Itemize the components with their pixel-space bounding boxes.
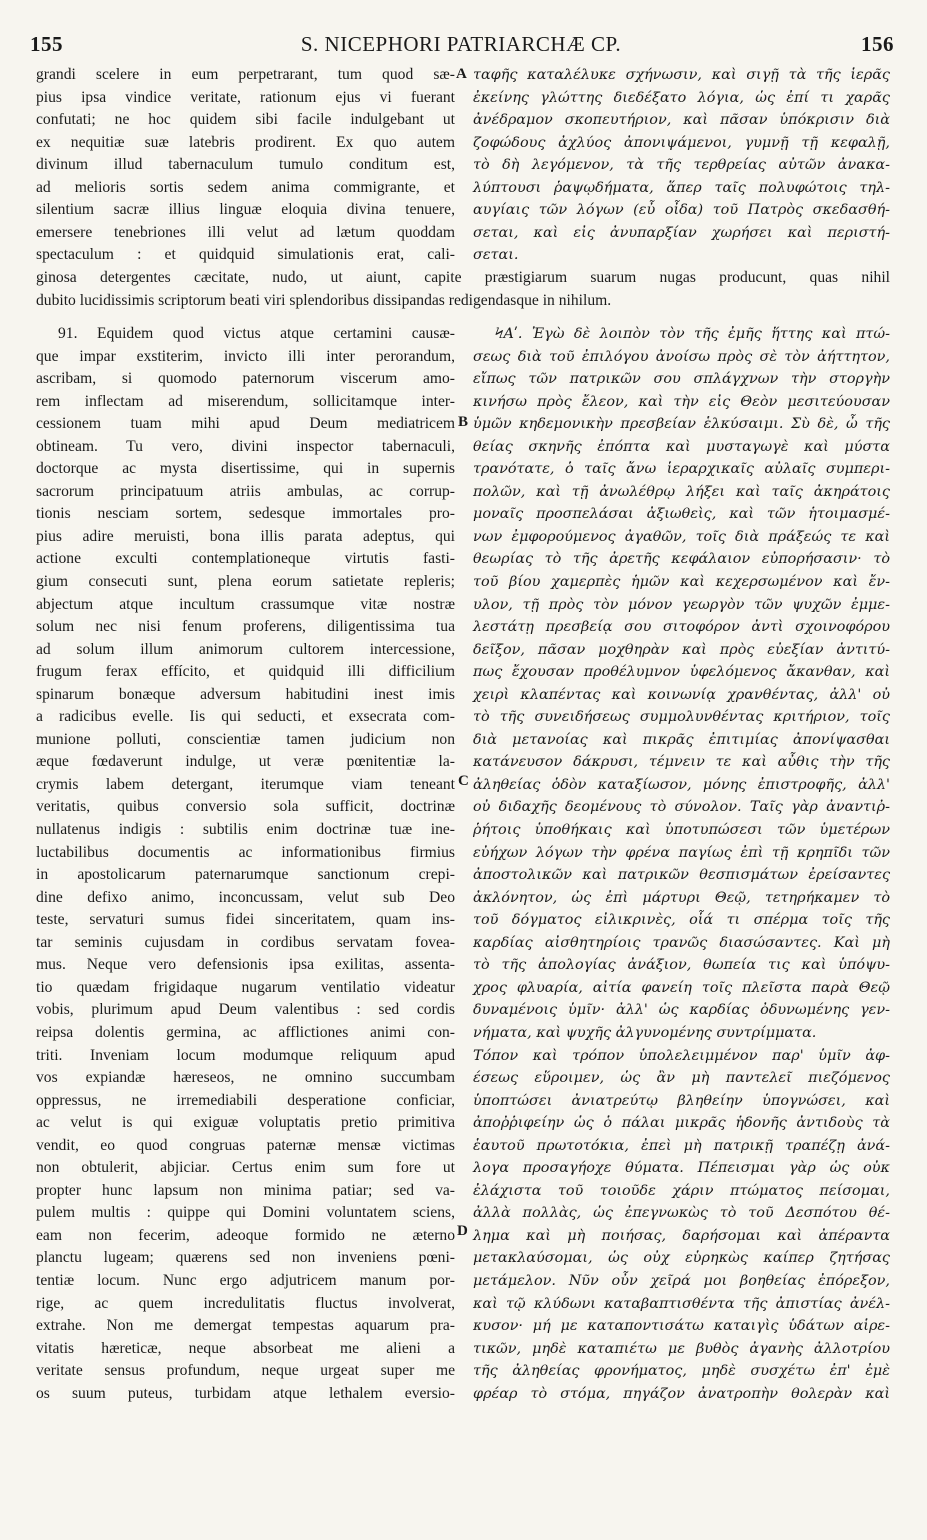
text-line: eam non fecerim, adeoque formido ne æterno bbox=[36, 1226, 455, 1244]
text-line: υλον, τῇ πρὸς τὸν μόνον γεωργὸν τῶν ψυχῶν ἐμμε- bbox=[473, 596, 890, 613]
text-line: ἀποῤῥιφείην ὡς ὁ πάλαι μικρᾶς ἡδονῆς ἀντιδοὺς τὰ bbox=[473, 1115, 890, 1132]
text-line: a radicibus evelle. Iis qui seducti, et exsecrata com- bbox=[36, 708, 455, 726]
text-line: ac velut is qui exiguæ voluptatis pretio primitiva bbox=[36, 1114, 455, 1132]
text-line: χρος φλυαρία, αἰτία φανείη τοῖς πλεῖστα παρὰ Θεῷ bbox=[473, 979, 890, 996]
text-line: σεως διὰ τοῦ ἐπιλόγου ἀνοίσω πρὸς σὲ τὸν ἀήττητον, bbox=[473, 348, 890, 365]
text-line: ginosa detergentes cæcitate, nudo, ut aiunt, capite præstigiarum suarum nugas producunt, quas nihil bbox=[36, 269, 890, 286]
text-line: πολῶν, καὶ τῇ ἀνωλέθρῳ λήξει καὶ ταῖς ἀκηράτοις bbox=[473, 483, 890, 500]
text-line: χειρὶ κλαπέντας καὶ κοινωνίᾳ χρανθέντας, ἀλλ' οὐ bbox=[473, 686, 890, 703]
text-line: que impar exstiterim, invicto illi inter perorandum, bbox=[36, 347, 455, 365]
text-line: cessionem tuam mihi apud Deum mediatricem bbox=[36, 415, 455, 433]
text-line: vos expiandæ hæreseos, ne omnino succumbam bbox=[36, 1069, 455, 1087]
text-line: κινήσω πρὸς ἔλεον, καὶ τὴν εἰς Θεὸν μεσιτεύουσαν bbox=[473, 393, 890, 410]
text-line: κατάνευσον δάκρυσι, τέμνειν τε καὶ αὖθις τὴν τῆς bbox=[473, 754, 890, 771]
text-line: munione polluti, conscientiæ tamen judicium non bbox=[36, 730, 455, 748]
text-line: νων ἐμφορούμενος ἀγαθῶν, τοῖς διὰ πράξεώς τε καὶ bbox=[473, 528, 890, 545]
text-line: τὸ τῆς ἀπολογίας ἀνάξιον, θωπεία τις καὶ ὑπόψυ- bbox=[473, 957, 890, 974]
text-line: vitatis hæreticæ, neque absorbeat me alieni a bbox=[36, 1339, 455, 1357]
text-line: νήματα, καὶ ψυχῆς ἀλγυνομένης συντρίμματα. bbox=[473, 1024, 817, 1041]
text-line: confutati; ne hoc quidem sibi facile indulgebant ut bbox=[36, 111, 455, 129]
text-line: Τόπον καὶ τρόπον ὑπολελειμμένον παρ' ὑμῖν ἀφ- bbox=[473, 1047, 890, 1064]
text-line: non obtulerit, abjiciar. Certus enim sum fore ut bbox=[36, 1159, 455, 1177]
latin-column-top bbox=[36, 64, 455, 267]
running-header bbox=[28, 32, 894, 60]
text-line: μετακλαύσομαι, ὡς οὐχ εὑρηκὼς καίπερ ζητήσας bbox=[473, 1250, 890, 1267]
text-line: obtineam. Tu vero, divini inspector tabernaculi, bbox=[36, 437, 455, 455]
text-line: solum nec nisi fenum proferens, diligentissima tua bbox=[36, 618, 455, 636]
text-line: τοῦ βίου χαμερπὲς ἡμῶν καὶ κεχερσωμένον καὶ ἔν- bbox=[473, 574, 890, 591]
text-line: μοναῖς προσπελάσαι ἀξιωθεὶς, καὶ τῶν ἡτοιμασμέ- bbox=[473, 506, 890, 523]
text-line: λύπτουσι ῥαψῳδήματα, ἅπερ ταῖς πολυφώτοις τηλ- bbox=[473, 179, 890, 196]
text-line: σεται, καὶ εἰς ἀνυπαρξίαν χωρήσει καὶ περιστή- bbox=[473, 224, 890, 241]
text-line: propter hunc lapsum non minima patiar; sed va- bbox=[36, 1181, 455, 1199]
text-line: τῆς ἀληθείας φρονήματος, μηδὲ συσχέτω ἐπ' ἐμὲ bbox=[473, 1363, 890, 1380]
text-line: ἀποστολικῶν καὶ πατρικῶν θεσπισμάτων ἐρείσαντες bbox=[473, 867, 890, 884]
text-line: tentiæ locum. Nunc ergo adjutricem manum por- bbox=[36, 1271, 455, 1289]
text-line: æque fœdaverunt indulge, ut veræ pœnitentiæ la- bbox=[36, 753, 455, 771]
text-line: triti. Inveniam locum modumque reliquum apud bbox=[36, 1046, 455, 1064]
text-line: έσεως εὕροιμεν, ὡς ἂν μὴ παντελεῖ πιεζόμενος bbox=[473, 1070, 890, 1087]
text-line: ταφῆς καταλέλυκε σχήνωσιν, καὶ σιγῇ τὰ τῆς ἱερᾶς bbox=[473, 67, 890, 83]
text-line: τοῦ δόγματος εἰλικρινὲς, οἷά τι σπέρμα τοῖς τῆς bbox=[473, 912, 890, 929]
text-line: reipsa dolentis germina, ac afflictiones animi con- bbox=[36, 1023, 455, 1041]
text-line: τὸ δὴ λεγόμενον, τὰ τῆς τερθρείας αὐτῶν ἀνακα- bbox=[473, 157, 890, 174]
text-line: θείας σκηνῆς ἐπόπτα καὶ μυσταγωγὲ καὶ μύστα bbox=[473, 438, 890, 455]
left-column-number: 155 bbox=[30, 32, 63, 56]
text-line: crymis labem detergant, iterumque viam teneant bbox=[36, 775, 455, 793]
text-line: δεῖξον, πᾶσαν μοχθηρὰν καὶ πρὸς εὐεξίαν ἀντιτύ- bbox=[473, 641, 890, 658]
text-line: sacrorum principatuum atriis ambulas, ac corrup- bbox=[36, 482, 455, 500]
text-line: οὐ διδαχῆς δεομένους τὸ σύνολον. Ταῖς γὰρ ἀναντιῤ- bbox=[473, 799, 890, 816]
text-line: ad solum illum animorum cultorem intercessione, bbox=[36, 640, 455, 658]
latin-full-width-text bbox=[36, 267, 890, 312]
text-line: ἀκλόνητον, ὡς ἐπὶ μάρτυρι Θεῷ, τετηρήκαμεν τὸ bbox=[473, 889, 890, 906]
text-line: abjectum atque incultum crassumque vitæ nostræ bbox=[36, 595, 455, 613]
text-line: ῥήτοις ὑποθήκαις καὶ ὑποτυπώσεσι τῶν ὑμετέρων bbox=[473, 822, 890, 839]
text-line: ascribam, si quomodo paternorum viscerum amo- bbox=[36, 370, 455, 388]
text-line: pulem multis : quippe qui Domini voluntatem sciens, bbox=[36, 1204, 455, 1222]
text-line: tionis nesciam sortem, sedesque immortales pro- bbox=[36, 505, 455, 523]
text-line: τικῶν, μηδὲ καταπιέτω με βυθὸς ἀγανὴς ἀλλοτρίου bbox=[473, 1340, 890, 1357]
text-line: φρέαρ τὸ στόμα, πηγάζον ἀνατροπὴν θολερὰν καὶ bbox=[473, 1385, 890, 1402]
text-line: εἴπως τῶν πατρικῶν σου σπλάγχνων τὴν στοργὴν bbox=[473, 371, 890, 388]
text-line: ἐκείνης γλώττης διεδέξατο λόγια, ὡς ἐπί τι χαρᾶς bbox=[473, 89, 890, 106]
text-line: αυγίαις τῶν λόγων (εὖ οἶδα) τοῦ Πατρὸς σκεδασθή- bbox=[473, 202, 890, 219]
text-line: doctorque ac mysta disertissime, qui in supernis bbox=[36, 460, 455, 478]
text-line: planctu lugeam; quærens sed non inveniens pœni- bbox=[36, 1249, 455, 1267]
text-line: πως ἔχουσαν προθέλυμνον ὑφελόμενος ἄκανθαν, καὶ bbox=[473, 664, 890, 681]
text-line: καὶ τῷ κλύδωνι καταβαπτισθέντα τῆς ἀπιστίας ἀνέλ- bbox=[473, 1295, 890, 1312]
section-marker-c: C bbox=[458, 773, 469, 789]
text-line: grandi scelere in eum perpetrarant, tum quod sæ- bbox=[36, 66, 455, 83]
text-line: spinarum bonæque adversum habitudini inest imis bbox=[36, 685, 455, 703]
text-line: gium consecuti sunt, plena eorum satietate repleris; bbox=[36, 573, 455, 591]
running-title: S. NICEPHORI PATRIARCHÆ CP. bbox=[300, 32, 622, 56]
text-line: ἀλλὰ πολλὰς, ὡς ἐπεγνωκὼς τὸ τοῦ Δεσπότου θέ- bbox=[473, 1205, 890, 1222]
greek-column-top bbox=[473, 64, 890, 267]
text-line: ex nequitiæ suæ latebris prodirent. Ex quo autem bbox=[36, 133, 455, 151]
text-line: λογα προσαγήοχε θύματα. Πέπεισμαι γὰρ ὡς οὐκ bbox=[473, 1160, 890, 1177]
text-line: silentium sacræ illius linguæ eloquia divina tenuere, bbox=[36, 201, 455, 219]
text-line: ζοφώδους ἀχλύος ἀπονιψάμενοι, γυμνῇ τῇ κεφαλῇ, bbox=[473, 134, 890, 151]
text-line: dubito lucidissimis scriptorum beati viri splendoribus dissipandas redigendasque in nihilum. bbox=[36, 291, 612, 309]
text-line: τρανότατε, ὁ ταῖς ἄνω ἱεραρχικαῖς αὐλαῖς συμπερι- bbox=[473, 461, 890, 478]
text-line: ἀνέδραμον σκοπευτήριον, καὶ πᾶσαν ὑπόκρισιν διὰ bbox=[473, 112, 890, 129]
text-line: emersere tenebriones illi velut ad lætum quoddam bbox=[36, 223, 455, 241]
text-line: εὐήχων λόγων τὴν φρένα παγίως ἐπὶ τῇ κρηπῖδι τῶν bbox=[473, 844, 890, 861]
text-line: tio quædam frigidaque nugarum ventilatio videatur bbox=[36, 978, 455, 996]
text-line: ἐλάχιστα τοῦ τοιοῦδε χάριν πτώματος πείσομαι, bbox=[473, 1182, 890, 1199]
text-line: veritate sensus profundum, neque urgeat super me bbox=[36, 1362, 455, 1380]
text-line: divinum illud tabernaculum tumulo conditum est, bbox=[36, 156, 455, 174]
greek-column-main bbox=[473, 323, 890, 1405]
text-line: κυσον· μή με καταποντισάτω καταιγὶς ὑδάτων αἱρε- bbox=[473, 1318, 890, 1335]
text-line: καρδίας αἰσθητηρίοις τρανῶς διασώσαντες. Καὶ μὴ bbox=[473, 934, 890, 951]
right-column-number: 156 bbox=[861, 32, 894, 56]
latin-column-main bbox=[36, 323, 455, 1405]
text-line: spectaculum : et quidquid simulationis erat, cali- bbox=[36, 246, 455, 264]
text-line: rige, ac quem incredulitatis fluctus involverat, bbox=[36, 1294, 455, 1312]
text-line: μετάμελον. Νῦν οὖν χεῖρά μοι βοηθείας ἐπόρεξον, bbox=[473, 1272, 890, 1289]
text-line: pius adire meruisti, bona illis parata adeptus, qui bbox=[36, 527, 455, 545]
section-marker-b: B bbox=[458, 414, 469, 430]
text-line: ad melioris sortis sedem anima commigrante, et bbox=[36, 178, 455, 196]
text-line: nullatenus indigis : subtilis enim doctrinæ tuæ ine- bbox=[36, 821, 455, 839]
text-line: ϞΑʹ. Ἐγὼ δὲ λοιπὸν τὸν τῆς ἐμῆς ἥττης καὶ πτώ- bbox=[495, 326, 890, 342]
text-line: λεστάτῃ πρεσβείᾳ σου σιτοφόρον ἀντὶ σχοινοφόρου bbox=[473, 619, 890, 636]
text-line: ὑμῶν κηδεμονικὴν πρεσβείαν ἑλκύσαιμι. Σὺ δὲ, ὦ τῆς bbox=[473, 416, 890, 433]
text-line: λημα καὶ μὴ ποιήσας, δαρήσομαι καὶ ἀπέραντα bbox=[473, 1227, 890, 1244]
text-line: σεται. bbox=[473, 247, 519, 264]
text-line: 91. Equidem quod victus atque certamini causæ- bbox=[58, 325, 455, 342]
text-line: δυναμένοις ὑμῖν· ἀλλ' ὡς καρδίας ὀδυνωμένης γεν- bbox=[473, 1002, 890, 1019]
text-line: ὑποπτώσει ἀνιατρεύτῳ βληθείην ὑπογνώσει, καὶ bbox=[473, 1092, 890, 1109]
text-line: vendit, eo quod congruas paternæ mensæ victimas bbox=[36, 1136, 455, 1154]
text-line: actione exculti contemplationeque virtutis fasti- bbox=[36, 550, 455, 568]
text-line: rem inflectam ad miserendum, sollicitamque inter- bbox=[36, 392, 455, 410]
text-line: oppressus, ne irremediabili desperatione conficiar, bbox=[36, 1091, 455, 1109]
text-line: in apostolicarum paternarumque sanctionum crepi- bbox=[36, 866, 455, 884]
text-line: mus. Neque vero defensionis ipsa exilitas, assenta- bbox=[36, 956, 455, 974]
text-line: veritatis, quibus conversio sola sufficit, doctrinæ bbox=[36, 798, 455, 816]
text-line: τὸ τῆς συνειδήσεως συμμολυνθέντας κριτήριον, τοῖς bbox=[473, 709, 890, 726]
text-line: θεωρίας τὸ τῆς ἀρετῆς κεφάλαιον εὐπορήσασιν· τὸ bbox=[473, 551, 890, 568]
section-marker-a: A bbox=[456, 66, 467, 82]
text-line: ἑαυτοῦ πρωτοτόκια, ἐπεὶ μὴ πατρικῇ τραπέζῃ ἀνά- bbox=[473, 1137, 890, 1154]
text-line: extrahe. Non me demergat tempestas aquarum pra- bbox=[36, 1317, 455, 1335]
text-line: teste, servaturi sumus fidei sinceritatem, quam ins- bbox=[36, 911, 455, 929]
text-line: pius ipsa vindice veritate, rationum ejus vi fuerant bbox=[36, 88, 455, 106]
text-line: os suum puteus, turbidam atque lethalem eversio- bbox=[36, 1384, 455, 1402]
text-line: διὰ μετανοίας καὶ πικρᾶς ἐπιτιμίας ἀπονίψασθαι bbox=[473, 731, 890, 748]
text-line: vobis, plurimum apud Deum valentibus : sed cordis bbox=[36, 1001, 455, 1019]
section-marker-d: D bbox=[457, 1223, 468, 1239]
text-line: dine defixo animo, inconcussam, velut sub Deo bbox=[36, 888, 455, 906]
text-line: luctabilibus documentis ac informationibus firmius bbox=[36, 843, 455, 861]
text-line: frugum ferax effícito, et quidquid illi difficilium bbox=[36, 663, 455, 681]
text-line: ἀληθείας ὁδὸν καταξίωσον, μόνης ἐπιστροφῆς, ἀλλ' bbox=[473, 776, 890, 793]
text-line: tar seminis cujusdam in cordibus servatam fovea- bbox=[36, 933, 455, 951]
